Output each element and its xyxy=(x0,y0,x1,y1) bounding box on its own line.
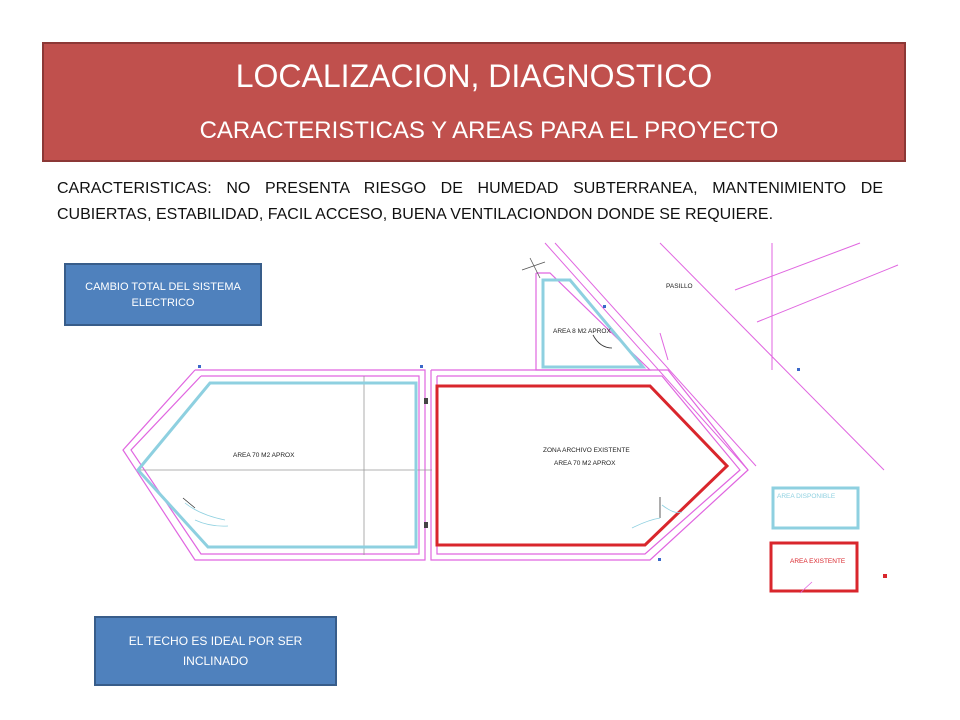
roof-note xyxy=(94,616,337,686)
area-right-size: AREA 70 M2 APROX xyxy=(554,460,616,467)
electric-system-note-text: CAMBIO TOTAL DEL SISTEMA ELECTRICO xyxy=(85,280,241,309)
door-swings xyxy=(183,335,682,528)
corridor-label: PASILLO xyxy=(666,283,693,290)
roof-note-text: EL TECHO ES IDEAL POR SER INCLINADO xyxy=(128,634,303,668)
legend-existing-swatch xyxy=(771,543,857,591)
legend-existing-label: AREA EXISTENTE xyxy=(790,558,846,565)
area-right-title: ZONA ARCHIVO EXISTENTE xyxy=(543,447,630,454)
area-small-label: AREA 8 M2 APROX xyxy=(553,328,611,335)
area-left-label: AREA 70 M2 APROX xyxy=(233,452,295,459)
legend-available-label: AREA DISPONIBLE xyxy=(777,493,836,500)
slide-title: LOCALIZACION, DIAGNOSTICO xyxy=(235,58,713,94)
characteristics-text: CARACTERISTICAS: NO PRESENTA RIESGO DE HUMEDAD SUBTERRANEA, MANTENIMIENTO DE CUBIERTAS, ESTABILIDAD, FACIL ACCESO, BUENA VENTILACIONDON DONDE SE REQUIERE. xyxy=(57,180,883,223)
available-areas xyxy=(138,280,643,547)
slide-subtitle: CARACTERISTICAS Y AREAS PARA EL PROYECTO xyxy=(199,117,779,144)
legend xyxy=(771,488,858,593)
red-dot-marker xyxy=(883,574,887,578)
